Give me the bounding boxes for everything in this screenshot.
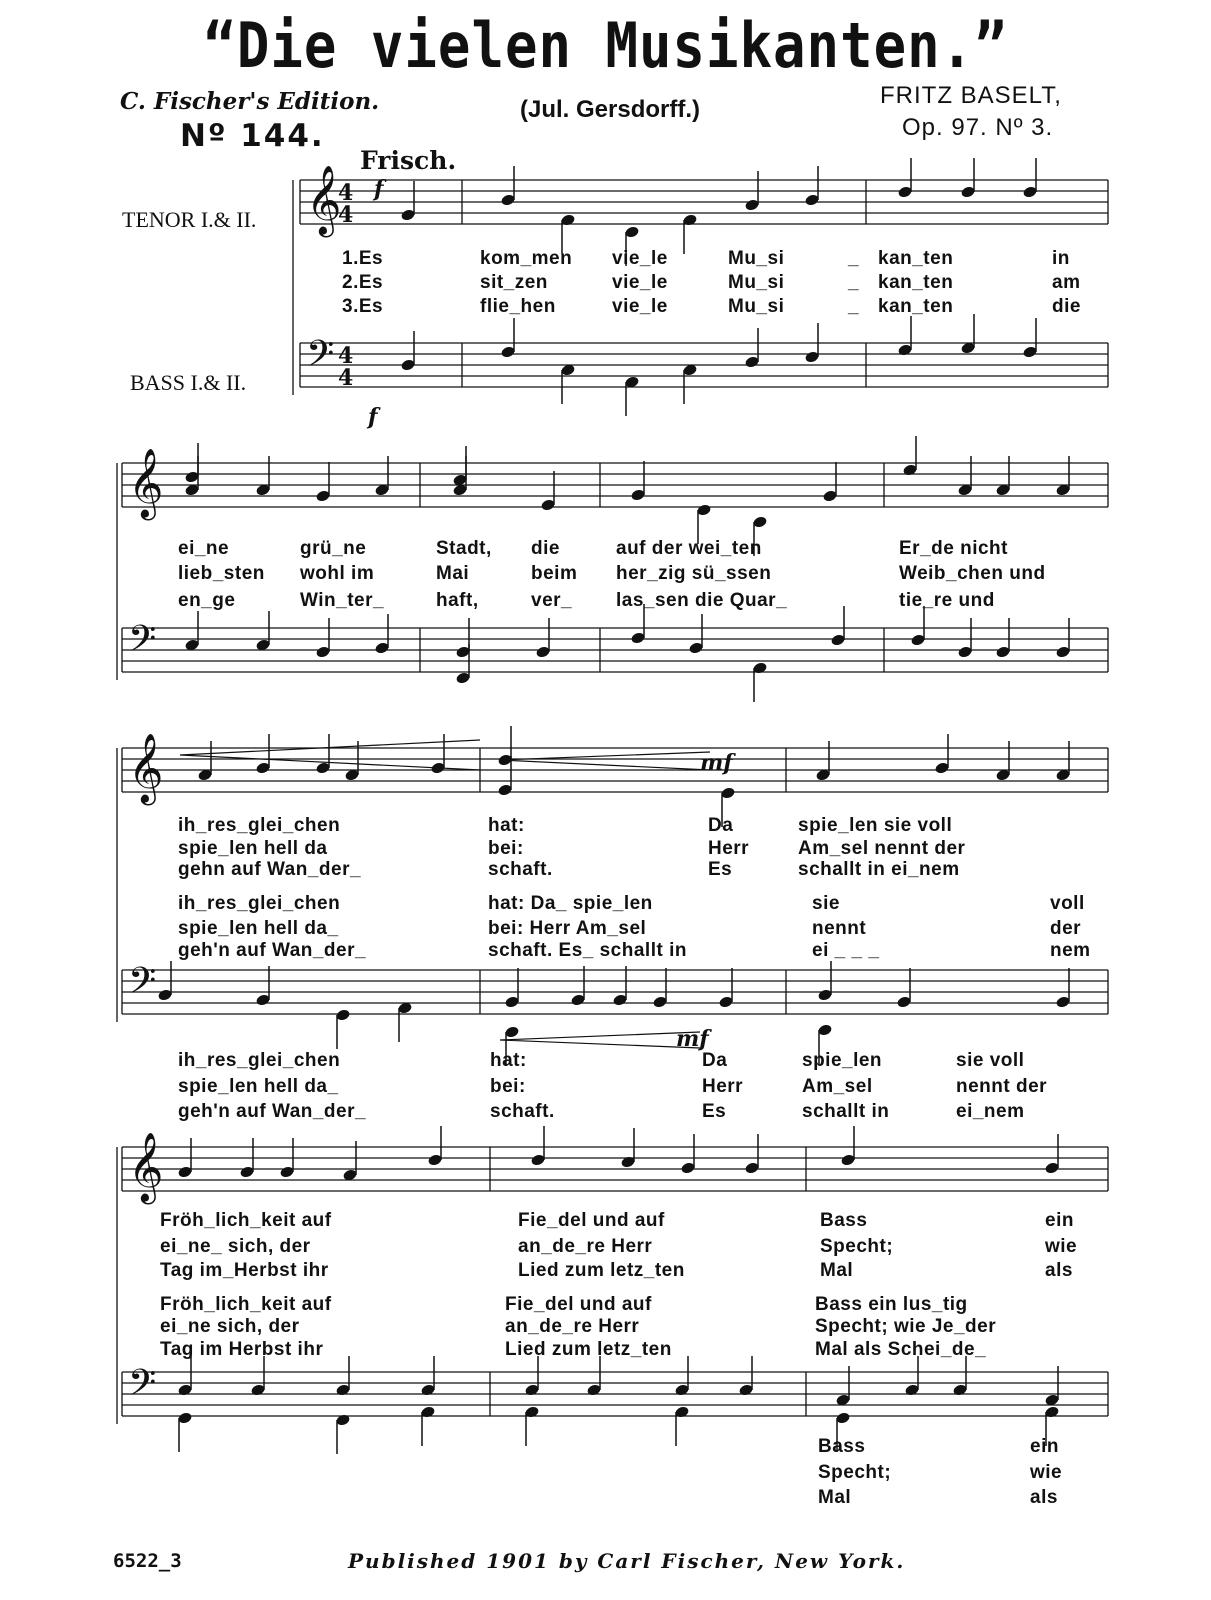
tenor-lyrics-2-word: Er_de nicht bbox=[899, 538, 1008, 559]
note-head bbox=[1044, 1134, 1059, 1175]
bass-lyrics-3-word: hat: bbox=[490, 1050, 527, 1071]
note-head bbox=[897, 316, 912, 357]
tenor-lyrics-1-word: kan_ten bbox=[878, 296, 954, 317]
bass-lyrics-3-word: spie_len hell da_ bbox=[178, 1076, 339, 1097]
tenor-lyrics-1-word: _ bbox=[848, 296, 860, 317]
tenor-lyrics-2-word: Stadt, bbox=[436, 538, 492, 559]
bass-lyrics-3-word: Am_sel bbox=[802, 1076, 873, 1097]
dynamic-marking: f bbox=[374, 176, 384, 202]
tenor2-lyrics-4-word: Fröh_lich_keit auf bbox=[160, 1294, 332, 1315]
tenor-lyrics-3-word: schaft. bbox=[488, 859, 553, 880]
note-head bbox=[674, 1405, 689, 1446]
note-head bbox=[674, 1356, 689, 1397]
bass-lyrics-3-word: ih_res_glei_chen bbox=[178, 1050, 341, 1071]
tenor-voice-label: TENOR I.& II. bbox=[122, 207, 257, 232]
note-head bbox=[612, 966, 627, 1007]
tenor2-lyrics-3-word: voll bbox=[1050, 893, 1085, 914]
note-head bbox=[420, 1405, 435, 1446]
time-signature: 4 bbox=[338, 343, 354, 369]
tenor-lyrics-4-word: Tag im_Herbst ihr bbox=[160, 1260, 329, 1281]
tenor2-lyrics-4-word: Specht; wie Je_der bbox=[815, 1316, 997, 1337]
tenor-lyrics-4-word: Lied zum letz_ten bbox=[518, 1260, 685, 1281]
tenor2-lyrics-4-word: ei_ne sich, der bbox=[160, 1316, 300, 1337]
time-signature: 4 bbox=[338, 365, 354, 391]
tenor-lyrics-4-word: an_de_re Herr bbox=[518, 1236, 653, 1257]
time-signature: 4 bbox=[338, 180, 354, 206]
tenor-lyrics-3-word: schallt in ei_nem bbox=[798, 859, 960, 880]
time-signature: 4 bbox=[338, 202, 354, 228]
note-head bbox=[504, 968, 519, 1009]
tenor2-lyrics-4-word: Bass ein lus_tig bbox=[815, 1294, 968, 1315]
tenor-lyrics-4-word: Bass bbox=[820, 1210, 868, 1231]
publisher-line: Published 1901 by Carl Fischer, New York. bbox=[348, 1549, 906, 1573]
note-head bbox=[524, 1356, 539, 1397]
tenor-lyrics-3-word: Es bbox=[708, 859, 733, 880]
note-head bbox=[374, 614, 389, 655]
bass-staff-3 bbox=[122, 970, 1108, 1014]
note-head bbox=[540, 471, 555, 512]
note-head bbox=[995, 456, 1010, 497]
treble-clef-icon: 𝄞 bbox=[306, 165, 342, 235]
note-head bbox=[804, 166, 819, 207]
tenor-lyrics-2-word: tie_re und bbox=[899, 590, 995, 611]
tenor-lyrics-1-word: kom_men bbox=[480, 248, 573, 269]
note-head bbox=[718, 968, 733, 1009]
tenor2-lyrics-3-word: ih_res_glei_chen bbox=[178, 893, 341, 914]
note-head bbox=[397, 1001, 412, 1042]
tenor-lyrics-2-word: haft, bbox=[436, 590, 479, 611]
note-head bbox=[934, 734, 949, 775]
note-head bbox=[1055, 456, 1070, 497]
tenor-lyrics-2-word: ver_ bbox=[531, 590, 573, 611]
note-head bbox=[255, 734, 270, 775]
tenor2-lyrics-3-word: spie_len hell da_ bbox=[178, 918, 339, 939]
tenor2-lyrics-3-word: nennt bbox=[812, 918, 867, 939]
tenor-lyrics-1-word: am bbox=[1052, 272, 1081, 293]
tenor-staff-4 bbox=[122, 1147, 1108, 1191]
dynamic-marking: mf bbox=[700, 750, 733, 776]
bass-lyrics-3-word: ei_nem bbox=[956, 1101, 1025, 1122]
edition-number: Nº 144. bbox=[180, 118, 325, 154]
tenor-lyrics-2-word: Weib_chen und bbox=[899, 563, 1046, 584]
note-head bbox=[560, 363, 575, 404]
tenor-lyrics-4-word: als bbox=[1045, 1260, 1073, 1281]
tenor-lyrics-2-word: her_zig sü_ssen bbox=[616, 563, 772, 584]
treble-clef-icon: 𝄞 bbox=[128, 733, 164, 803]
tenor-lyrics-3-word: bei: bbox=[488, 838, 524, 859]
tenor2-lyrics-3-word: sie bbox=[812, 893, 840, 914]
note-head bbox=[815, 741, 830, 782]
note-head bbox=[897, 158, 912, 199]
note-head bbox=[960, 314, 975, 355]
tenor2-lyrics-3-word: hat: Da_ spie_len bbox=[488, 893, 653, 914]
tenor-lyrics-2-word: ei_ne bbox=[178, 538, 230, 559]
bass-lyrics-3-word: Da bbox=[702, 1050, 728, 1071]
note-head bbox=[335, 1008, 350, 1049]
tenor-lyrics-2-word: las_sen die Quar_ bbox=[616, 590, 788, 611]
note-head bbox=[315, 462, 330, 503]
bass-lyrics-3-word: bei: bbox=[490, 1076, 526, 1097]
tenor2-lyrics-3-word: schaft. Es_ schallt in bbox=[488, 940, 687, 961]
dynamic-marking: mf bbox=[676, 1026, 709, 1052]
note-head bbox=[738, 1356, 753, 1397]
bass-lyrics-3-word: Es bbox=[702, 1101, 727, 1122]
tenor2-lyrics-4-word: Mal als Schei_de_ bbox=[815, 1339, 987, 1360]
tenor-lyrics-4-word: Specht; bbox=[820, 1236, 894, 1257]
tenor2-lyrics-4-word: Tag im Herbst ihr bbox=[160, 1339, 324, 1360]
tenor-lyrics-3-word: Herr bbox=[708, 838, 750, 859]
note-head bbox=[177, 1356, 192, 1397]
tenor-lyrics-1-word: vie_le bbox=[612, 296, 668, 317]
tenor-lyrics-1-word: kan_ten bbox=[878, 248, 954, 269]
tenor-lyrics-2-word: auf der wei_ten bbox=[616, 538, 762, 559]
bass-lyrics-4-word: wie bbox=[1030, 1462, 1063, 1483]
tenor-lyrics-2-word: die bbox=[531, 538, 560, 559]
bass-lyrics-3-word: geh'n auf Wan_der_ bbox=[178, 1101, 367, 1122]
tenor2-lyrics-3-word: geh'n auf Wan_der_ bbox=[178, 940, 367, 961]
tenor-lyrics-3-word: spie_len hell da bbox=[178, 838, 328, 859]
note-head bbox=[1055, 968, 1070, 1009]
tenor-lyrics-3-word: Am_sel nennt der bbox=[798, 838, 966, 859]
tenor2-lyrics-4-word: Lied zum letz_ten bbox=[505, 1339, 672, 1360]
opus-number: Op. 97. Nº 3. bbox=[902, 114, 1054, 141]
dynamic-marking: f bbox=[368, 404, 378, 430]
bass-clef-icon: 𝄢 bbox=[128, 960, 157, 1011]
tenor2-lyrics-4-word: an_de_re Herr bbox=[505, 1316, 640, 1337]
note-head bbox=[624, 375, 639, 416]
note-head bbox=[500, 318, 515, 359]
tenor-lyrics-1-word: flie_hen bbox=[480, 296, 556, 317]
bass-lyrics-3-word: schallt in bbox=[802, 1101, 890, 1122]
tenor-lyrics-1-word: Mu_si bbox=[728, 296, 785, 317]
tenor-lyrics-1-word: kan_ten bbox=[878, 272, 954, 293]
bass-lyrics-3-word: sie voll bbox=[956, 1050, 1025, 1071]
bass-lyrics-3-word: spie_len bbox=[802, 1050, 883, 1071]
note-head bbox=[744, 1134, 759, 1175]
tenor-lyrics-2-word: Win_ter_ bbox=[300, 590, 385, 611]
tenor-lyrics-1-word: die bbox=[1052, 296, 1081, 317]
note-head bbox=[430, 734, 445, 775]
tenor-lyrics-2-word: en_ge bbox=[178, 590, 236, 611]
hairpin bbox=[500, 752, 710, 770]
note-head bbox=[995, 741, 1010, 782]
note-head bbox=[255, 456, 270, 497]
note-head bbox=[315, 734, 330, 775]
tenor-lyrics-1-word: Mu_si bbox=[728, 272, 785, 293]
tenor-lyrics-3-word: Da bbox=[708, 815, 734, 836]
note-head bbox=[652, 968, 667, 1009]
tenor-lyrics-2-word: beim bbox=[531, 563, 578, 584]
note-head bbox=[184, 611, 199, 652]
tenor-lyrics-1-word: sit_zen bbox=[480, 272, 548, 293]
note-head bbox=[680, 1134, 695, 1175]
note-head bbox=[420, 1356, 435, 1397]
tenor2-lyrics-4-word: Fie_del und auf bbox=[505, 1294, 652, 1315]
note-head bbox=[752, 661, 767, 702]
tenor-lyrics-1-word: 3.Es bbox=[342, 296, 384, 317]
tenor-lyrics-1-word: _ bbox=[848, 248, 860, 269]
note-head bbox=[682, 213, 697, 254]
bass-lyrics-4-word: ein bbox=[1030, 1436, 1059, 1457]
note-head bbox=[335, 1413, 350, 1454]
tenor2-lyrics-3-word: ei _ _ _ bbox=[812, 940, 880, 961]
note-head bbox=[250, 1356, 265, 1397]
tempo-marking: Frisch. bbox=[360, 146, 457, 175]
note-head bbox=[177, 1411, 192, 1452]
note-head bbox=[620, 1128, 635, 1169]
tenor-lyrics-3-word: ih_res_glei_chen bbox=[178, 815, 341, 836]
bass-clef-icon: 𝄢 bbox=[306, 333, 335, 384]
tenor-lyrics-3-word: hat: bbox=[488, 815, 525, 836]
note-head bbox=[586, 1356, 601, 1397]
note-head bbox=[1022, 318, 1037, 359]
tenor2-lyrics-3-word: nem bbox=[1050, 940, 1091, 961]
note-head bbox=[822, 462, 837, 503]
note-head bbox=[255, 966, 270, 1007]
edition-label: C. Fischer's Edition. bbox=[120, 88, 380, 115]
note-head bbox=[197, 741, 212, 782]
bass-lyrics-4-word: Specht; bbox=[818, 1462, 892, 1483]
note-head bbox=[830, 606, 845, 647]
note-head bbox=[630, 461, 645, 502]
bass-lyrics-4-word: als bbox=[1030, 1487, 1058, 1508]
tenor-lyrics-1-word: Mu_si bbox=[728, 248, 785, 269]
tenor-lyrics-1-word: 2.Es bbox=[342, 272, 384, 293]
song-title: “Die vielen Musikanten.” bbox=[203, 9, 1008, 82]
tenor2-lyrics-3-word: der bbox=[1050, 918, 1082, 939]
tenor-lyrics-4-word: ein bbox=[1045, 1210, 1074, 1231]
bass-clef-icon: 𝄢 bbox=[128, 618, 157, 669]
bass-voice-label: BASS I.& II. bbox=[130, 370, 247, 395]
tenor-lyrics-1-word: _ bbox=[848, 272, 860, 293]
note-head bbox=[957, 456, 972, 497]
tenor-lyrics-4-word: wie bbox=[1045, 1236, 1078, 1257]
note-head bbox=[335, 1356, 350, 1397]
note-head bbox=[524, 1405, 539, 1446]
bass-lyrics-4-word: Mal bbox=[818, 1487, 852, 1508]
note-head bbox=[682, 363, 697, 404]
note-head bbox=[1055, 741, 1070, 782]
hairpin bbox=[500, 1032, 700, 1048]
bass-clef-icon: 𝄢 bbox=[128, 1362, 157, 1413]
note-head bbox=[688, 614, 703, 655]
tenor-staff-3 bbox=[122, 748, 1108, 792]
tenor-lyrics-2-word: wohl im bbox=[300, 563, 375, 584]
tenor-lyrics-3-word: gehn auf Wan_der_ bbox=[178, 859, 362, 880]
bass-lyrics-4-word: Bass bbox=[818, 1436, 866, 1457]
tenor-lyrics-1-word: in bbox=[1052, 248, 1070, 269]
note-head bbox=[1022, 158, 1037, 199]
bass-lyrics-3-word: nennt der bbox=[956, 1076, 1048, 1097]
treble-clef-icon: 𝄞 bbox=[128, 1132, 164, 1202]
note-head bbox=[744, 328, 759, 369]
bass-staff-1 bbox=[300, 343, 1108, 387]
tenor-staff-1 bbox=[300, 180, 1108, 224]
treble-clef-icon: 𝄞 bbox=[128, 448, 164, 518]
note-head bbox=[255, 611, 270, 652]
note-head bbox=[374, 456, 389, 497]
poet-credit: (Jul. Gersdorff.) bbox=[520, 96, 701, 123]
tenor-lyrics-3-word: spie_len sie voll bbox=[798, 815, 953, 836]
tenor-lyrics-1-word: 1.Es bbox=[342, 248, 384, 269]
note-head bbox=[952, 1356, 967, 1397]
tenor-lyrics-4-word: Mal bbox=[820, 1260, 854, 1281]
note-head bbox=[896, 968, 911, 1009]
tenor-lyrics-2-word: grü_ne bbox=[300, 538, 367, 559]
tenor-lyrics-2-word: Mai bbox=[436, 563, 470, 584]
note-head bbox=[904, 1356, 919, 1397]
note-head bbox=[400, 331, 415, 372]
plate-number: 6522_3 bbox=[113, 1550, 182, 1572]
tenor2-lyrics-3-word: bei: Herr Am_sel bbox=[488, 918, 647, 939]
note-head bbox=[960, 158, 975, 199]
composer-credit: FRITZ BASELT, bbox=[880, 82, 1062, 109]
bass-lyrics-3-word: schaft. bbox=[490, 1101, 555, 1122]
tenor-lyrics-1-word: vie_le bbox=[612, 272, 668, 293]
tenor-lyrics-1-word: vie_le bbox=[612, 248, 668, 269]
note-head bbox=[570, 966, 585, 1007]
tenor-lyrics-4-word: Fie_del und auf bbox=[518, 1210, 665, 1231]
bass-lyrics-3-word: Herr bbox=[702, 1076, 744, 1097]
tenor-lyrics-4-word: ei_ne_ sich, der bbox=[160, 1236, 311, 1257]
tenor-lyrics-2-word: lieb_sten bbox=[178, 563, 265, 584]
note-head bbox=[500, 166, 515, 207]
tenor-lyrics-4-word: Fröh_lich_keit auf bbox=[160, 1210, 332, 1231]
note-head bbox=[902, 436, 917, 477]
tenor-staff-2 bbox=[122, 463, 1108, 507]
note-head bbox=[910, 606, 925, 647]
